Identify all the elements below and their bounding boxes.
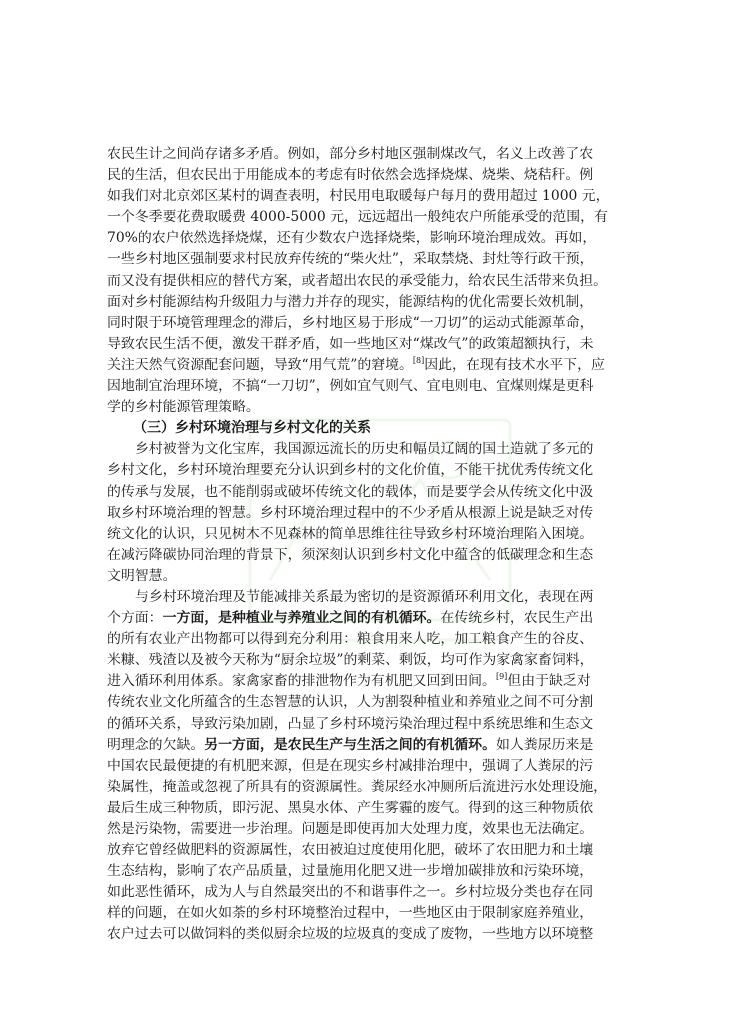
- text-line: 农民生计之间尚存诸多矛盾。例如，部分乡村地区强制煤改气，名义上改善了农: [107, 146, 594, 162]
- text-line: 导致农民生活不便，激发干群矛盾，如一些地区对“煤改气”的政策超额执行，未: [107, 335, 594, 352]
- text-line: 染属性，掩盖或忽视了所具有的资源属性。粪尿经水冲厕所后流进污水处理设施，: [107, 778, 608, 795]
- text-segment: 在传统乡村，农民生产出: [440, 610, 594, 627]
- paragraph-culture: [107, 439, 655, 587]
- text-line: 文明智慧。: [107, 567, 177, 584]
- text-line: 乡村文化，乡村环境治理要充分认识到乡村的文化价值，不能干扰优秀传统文化: [107, 462, 594, 479]
- text-line: 样的问题，在如火如荼的乡村环境整治过程中，一些地区由于限制家庭养殖业，: [107, 905, 594, 922]
- text-line: 而又没有提供相应的替代方案，或者超出农民的承受能力，给农民生活带来负担。: [107, 272, 608, 289]
- text-line: [107, 608, 655, 629]
- text-line: [107, 671, 655, 692]
- text-line: 一些乡村地区强制要求村民放弃传统的“柴火灶”，采取禁烧、封灶等行政干预，: [107, 251, 594, 268]
- paragraph-energy: [107, 144, 655, 418]
- section-heading: （三）乡村环境治理与乡村文化的关系: [133, 420, 371, 437]
- text-segment: 进入循环利用体系。家禽家畜的排泄物作为有机肥又回到田间。: [107, 673, 496, 690]
- text-segment: 关注天然气资源配套问题，导致“用气荒”的窘境。: [107, 356, 413, 373]
- text-line: 同时限于环境管理理念的滞后，乡村地区易于形成“一刀切”的运动式能源革命，: [107, 314, 594, 331]
- text-line: [107, 355, 655, 376]
- paragraph-recycling: [107, 587, 655, 946]
- text-line: 取乡村环境治理的智慧。乡村环境治理过程中的不少矛盾从根源上说是缺乏对传: [107, 504, 594, 521]
- text-line: 学的乡村能源管理策略。: [107, 399, 260, 416]
- text-line: 与乡村环境治理及节能减排关系最为密切的是资源循环利用文化，表现在两: [135, 588, 594, 605]
- text-line: 的传承与发展，也不能削弱或破坏传统文化的载体，而是要学会从传统文化中汲: [107, 483, 594, 500]
- citation-9: [9]: [495, 672, 508, 682]
- text-segment: 因此，在现有技术水平下，应: [424, 356, 605, 373]
- text-line: 然是污染物，需要进一步治理。问题是即使再加大处理力度，效果也无法确定。: [107, 821, 594, 837]
- text-line: 民的生活，但农民出于用能成本的考虑有时依然会选择烧煤、烧柴、烧秸秆。例: [107, 167, 594, 184]
- citation-8: [8]: [412, 355, 425, 365]
- text-line: 面对乡村能源结构升级阻力与潜力并存的现实，能源结构的优化需要长效机制，: [107, 293, 594, 310]
- text-line: 农户过去可以做饲料的类似厨余垃圾的垃圾真的变成了废物，一些地方以环境整: [107, 926, 594, 943]
- text-line: 一个冬季要花费取暖费 4000-5000 元，远远超出一般纯农户所能承受的范围，有: [107, 209, 608, 226]
- text-line: 70%的农户依然选择烧煤，还有少数农户选择烧柴，影响环境治理成效。再如，: [107, 230, 597, 247]
- text-segment: 明理念的欠缺。: [107, 736, 205, 753]
- text-line: 中国农民最便捷的有机肥来源，但是在现实乡村减排治理中，强调了人粪尿的污: [107, 757, 594, 774]
- text-segment: 但由于缺乏对: [507, 673, 591, 690]
- text-line: 放弃它曾经做肥料的资源属性，农田被迫过度使用化肥，破坏了农田肥力和土壤: [107, 842, 594, 859]
- text-line: 米糠、残渣以及被今天称为“厨余垃圾”的剩菜、剩饭，均可作为家禽家畜饲料，: [107, 652, 594, 669]
- text-line: 生态结构，影响了农产品质量，过量施用化肥又进一步增加碳排放和污染环境，: [107, 863, 594, 880]
- bold-emphasis: 另一方面，是农民生产与生活之间的有机循环。: [204, 736, 496, 753]
- text-line: [107, 735, 655, 756]
- text-line: 的所有农业产出物都可以得到充分利用：粮食用来人吃，加工粮食产生的谷皮、: [107, 631, 594, 648]
- text-line: 如我们对北京郊区某村的调查表明，村民用电取暖每户每月的费用超过 1000 元，: [107, 188, 610, 205]
- bold-emphasis: 一方面，是种植业与养殖业之间的有机循环。: [162, 610, 441, 627]
- text-line: 在减污降碳协同治理的背景下，须深刻认识到乡村文化中蕴含的低碳理念和生态: [107, 546, 594, 563]
- text-line: 因地制宜治理环境，不搞“一刀切”，例如宜气则气、宜电则电、宜煤则煤是更科: [107, 378, 594, 395]
- text-segment: 如人粪尿历来是: [495, 736, 594, 753]
- text-segment: 个方面：: [107, 610, 163, 627]
- body-text: [107, 144, 655, 946]
- text-line: 统文化的认识，只见树木不见森林的简单思维往往导致乡村环境治理陷入困境。: [107, 525, 594, 542]
- text-line: 乡村被誉为文化宝库，我国源远流长的历史和幅员辽阔的国土造就了多元的: [135, 441, 594, 458]
- text-line: 如此恶性循环，成为人与自然最突出的不和谐事件之一。乡村垃圾分类也存在同: [107, 884, 594, 901]
- text-line: 传统农业文化所蕴含的生态智慧的认识，人为割裂种植业和养殖业之间不可分割: [107, 694, 594, 711]
- text-line: 的循环关系，导致污染加剧，凸显了乡村环境污染治理过程中系统思维和生态文: [107, 715, 594, 732]
- text-line: 最后生成三种物质，即污泥、黑臭水体、产生雾霾的废气。得到的这三种物质依: [107, 799, 594, 816]
